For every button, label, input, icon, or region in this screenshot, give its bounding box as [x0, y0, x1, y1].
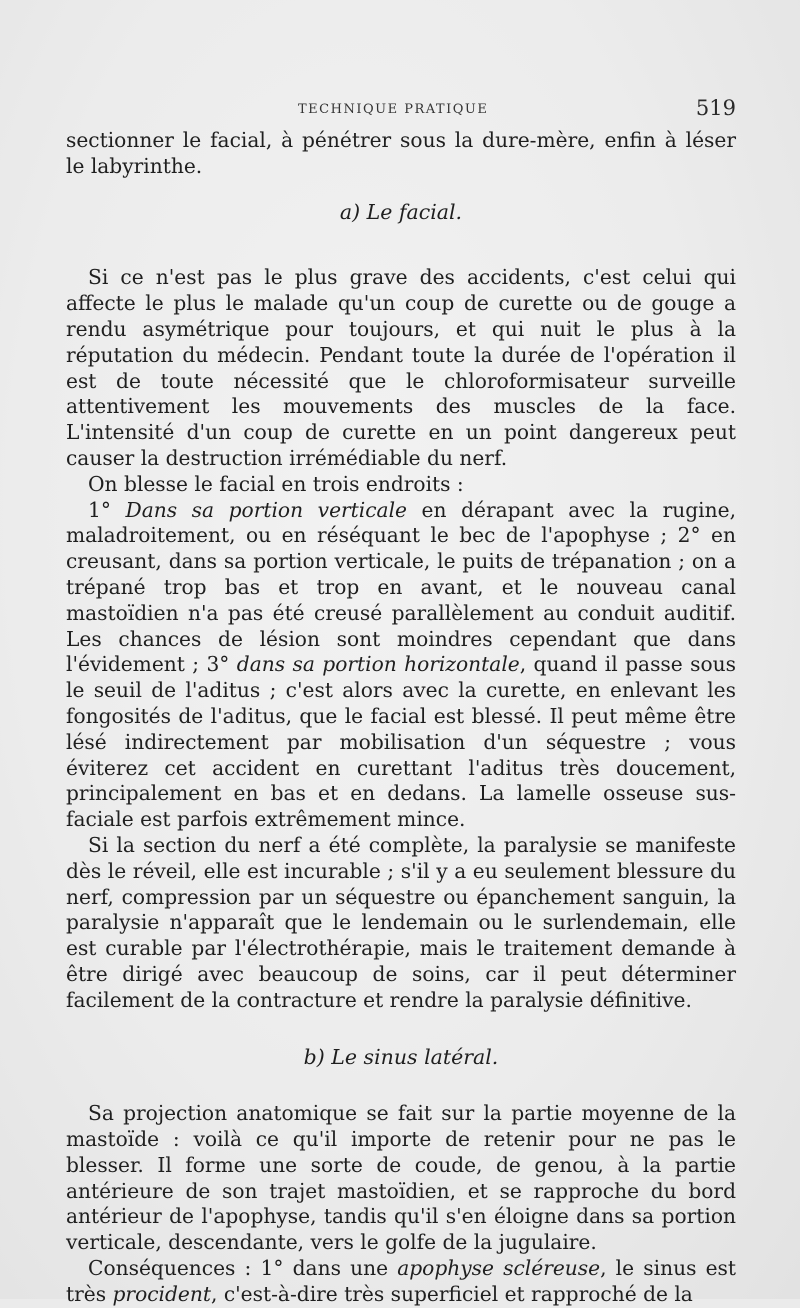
text-block	[66, 88, 736, 1308]
text-run: , quand il passe sous le seuil de l'aditus ; c'est alors avec la curette, en enlevant les fongosités de l'aditus, que le facial est blessé. Il peut même être lésé indirectement par mobilisation d'un séquestre ; vous éviterez cet accident en curettant l'aditus très doucement, principalement en bas et en dedans. La lamelle osseuse sus-faciale est parfois extrêmement mince.	[66, 652, 736, 832]
text-run: en dérapant avec la rugine, maladroitement, ou en réséquant le bec de l'apophyse ; 2° en creusant, dans sa portion verticale, le puits de trépanation ; on a trépané trop bas et trop en avant, et le nouveau canal mastoïdien n'a pas été creusé parallèlement au conduit auditif. Les chances de lésion sont moindres cependant que dans l'évidement ; 3°	[66, 497, 737, 677]
section-heading-facial: a) Le facial.	[339, 199, 463, 224]
page-number: 519	[695, 96, 736, 120]
paragraph-facial-risk: Si ce n'est pas le plus grave des accidents, c'est celui qui affecte le plus le malade qu'un coup de curette ou de gouge a rendu asymétrique pour toujours, et qui nuit le plus à la réputation du médecin. Pendant toute la durée de l'opération il est de toute nécessité que le chloroformisateur surveille attentivement les mouvements des muscles de la face. L'intensité d'un coup de curette en un point dangereux peut causer la destruction irrémédiable du nerf.	[66, 265, 736, 470]
text-run: Conséquences : 1° dans une	[88, 1256, 398, 1281]
section-heading-sinus: b) Le sinus latéral.	[303, 1044, 499, 1069]
running-head: TECHNIQUE PRATIQUE	[298, 102, 489, 117]
paragraph-sites-detail	[66, 498, 736, 833]
paragraph-consequences	[66, 1256, 736, 1308]
page-header	[66, 88, 736, 128]
text-run-italic: Dans sa portion verticale	[125, 497, 407, 522]
text-run: 1°	[88, 497, 126, 522]
text-run: , c'est-à-dire très superficiel et rapproché de la	[210, 1281, 693, 1306]
paragraph-intro: sectionner le facial, à pénétrer sous la dure-mère, enfin à léser le labyrinthe.	[66, 128, 736, 178]
text-run-italic: apophyse scléreuse	[397, 1256, 601, 1281]
text-run: , le sinus est très	[66, 1256, 737, 1306]
text-run-italic: procident	[112, 1281, 211, 1306]
paragraph-section-outcome: Si la section du nerf a été complète, la paralysie se manifeste dès le réveil, elle est incurable ; s'il y a eu seulement blessure du nerf, compression par un séquestre ou épanchement sanguin, la paralysie n'apparaît que le lendemain ou le surlendemain, elle est curable par l'électrothérapie, mais le traitement demande à être dirigé avec beaucoup de soins, car il peut déterminer facilement de la contracture et rendre la paralysie définitive.	[66, 832, 736, 1012]
text-run-italic: dans sa portion horizontale	[236, 652, 520, 677]
paragraph-sinus-projection: Sa projection anatomique se fait sur la partie moyenne de la mastoïde : voilà ce qu'il importe de retenir pour ne pas le blesser. Il forme une sorte de coude, de genou, à la partie antérieure de son trajet mastoïdien, et se rapproche du bord antérieur de l'apophyse, tandis qu'il s'en éloigne dans sa portion verticale, descendante, vers le golfe de la jugulaire.	[66, 1101, 736, 1255]
paragraph-three-sites: On blesse le facial en trois endroits :	[88, 471, 464, 496]
